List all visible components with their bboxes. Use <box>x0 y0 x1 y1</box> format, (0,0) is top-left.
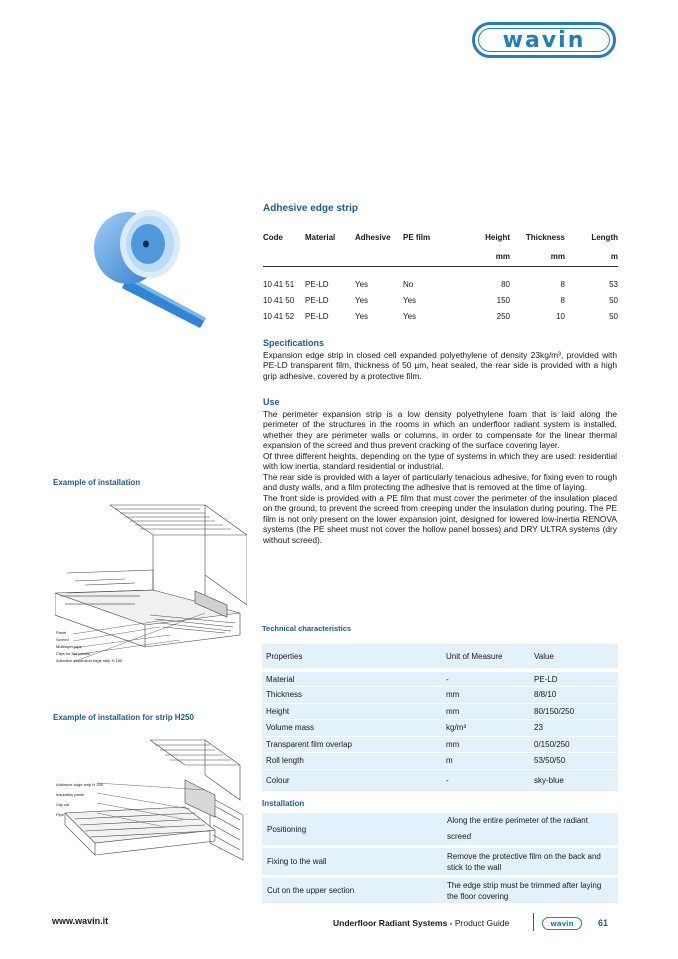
unit-thickness: mm <box>510 248 565 266</box>
col-thickness: Thickness <box>525 233 565 242</box>
col-material: Material <box>305 233 336 242</box>
page-number: 61 <box>598 918 609 928</box>
diagram-label: Screed <box>56 637 69 642</box>
use-paragraph: The front side is provided with a PE film that must cover the perimeter of the insulation placed on the ground, to prevent the screed from creeping under the insulation during pouring. The PE film is not only present on the lower expansion joint, designed for lowered low-inertia RENOVA systems (the PE sheet must not cover the hollow panel bosses) and DRY ULTRA systems (dry without screed). <box>263 492 617 545</box>
installation-heading: Installation <box>262 799 305 808</box>
col-code: Code <box>263 233 283 242</box>
technical-heading: Technical characteristics <box>262 624 352 633</box>
specifications-section <box>263 338 617 381</box>
specifications-heading: Specifications <box>263 338 325 348</box>
table-row: Transparent film overlap mm 0/150/250 <box>262 736 618 753</box>
installation-example-heading: Example of installation <box>53 478 141 487</box>
diagram-label: Multilayer pipe <box>56 644 82 649</box>
units-row <box>263 248 618 266</box>
table-row: Colour - sky-blue <box>262 769 618 791</box>
unit-height: mm <box>475 248 510 266</box>
product-table <box>263 233 618 324</box>
table-row: Material - PE-LD <box>262 670 618 687</box>
technical-table <box>262 644 618 792</box>
use-paragraph: The rear side is provided with a layer of particularly tenacious adhesive, for fixing even to rough and dusty walls, and a film protecting the adhesive that is removed at the time of laying. <box>263 471 617 492</box>
unit-length: m <box>565 248 618 266</box>
technical-table-header: Properties Unit of Measure Value <box>262 644 618 670</box>
table-row: 10 41 50 PE-LD Yes Yes 150 8 50 <box>263 295 618 305</box>
footer-wavin-logo: wavin <box>542 917 582 930</box>
installation-table <box>262 813 618 906</box>
diagram-label: Pipe <box>56 812 65 817</box>
col-adhesive: Adhesive <box>355 233 391 242</box>
product-table-header <box>263 233 618 248</box>
table-row: Positioning Along the entire perimeter of the radiant screed <box>262 813 618 847</box>
installation-diagram-labels <box>56 629 122 664</box>
logo-text: wavin <box>502 27 586 53</box>
table-row: Cut on the upper section The edge strip must be trimmed after laying the floor covering <box>262 877 618 905</box>
diagram-label: Clips for flat panels <box>56 651 91 656</box>
specifications-text: Expansion edge strip in closed cell expanded polyethylene of density 23kg/m³, provided with PE-LD transparent film, thickness of 50 µm, heat sealed, the rear side is provided with a high grip adhesive, covered by a protective film. <box>263 349 617 381</box>
edge-strip-roll-image <box>88 206 213 336</box>
diagram-label: Adhesive edge strip H 250 <box>56 782 103 787</box>
use-heading: Use <box>263 397 280 407</box>
col-length: Length <box>591 233 618 242</box>
table-row: Height mm 80/150/250 <box>262 703 618 720</box>
wavin-logo <box>472 22 616 58</box>
table-row: Volume mass kg/m³ 23 <box>262 720 618 737</box>
col-height: Height <box>485 233 510 242</box>
diagram-label: Panel <box>56 630 67 635</box>
table-row: 10 41 52 PE-LD Yes Yes 250 10 50 <box>263 311 618 321</box>
product-title: Adhesive edge strip <box>263 203 359 214</box>
diagram-label: Clip rail <box>56 802 70 807</box>
diagram-label: Insulation panel <box>56 792 85 797</box>
table-row: Thickness mm 8/8/10 <box>262 687 618 704</box>
table-row: Roll length m 53/50/50 <box>262 753 618 770</box>
table-row: Fixing to the wall Remove the protective film on the back and stick to the wall <box>262 847 618 877</box>
use-paragraph: Of three different heights, depending on the type of systems in which they are used: residential with low inertia, standard residential or industrial. <box>263 450 617 471</box>
installation-h250-heading: Example of installation for strip H250 <box>53 713 194 722</box>
table-row: 10 41 51 PE-LD Yes No 80 8 53 <box>263 279 618 289</box>
use-section <box>263 397 617 545</box>
installation-h250-labels <box>56 780 103 820</box>
website-link[interactable]: www.wavin.it <box>52 916 109 926</box>
guide-title: Underfloor Radiant Systems - Product Guide <box>333 918 510 928</box>
diagram-label: Adhesive expansion edge strip H 150 <box>56 658 123 663</box>
footer-divider <box>533 913 534 931</box>
col-pe-film: PE film <box>403 233 431 242</box>
use-paragraph: The perimeter expansion strip is a low density polyethylene foam that is laid along the perimeter of the structures in the rooms in which an underfloor radiant system is installed, whether they are perimeter walls or columns, in order to compensate for the linear thermal expansion of the screed and thus prevent cracking of the surface covering layer. <box>263 408 617 450</box>
